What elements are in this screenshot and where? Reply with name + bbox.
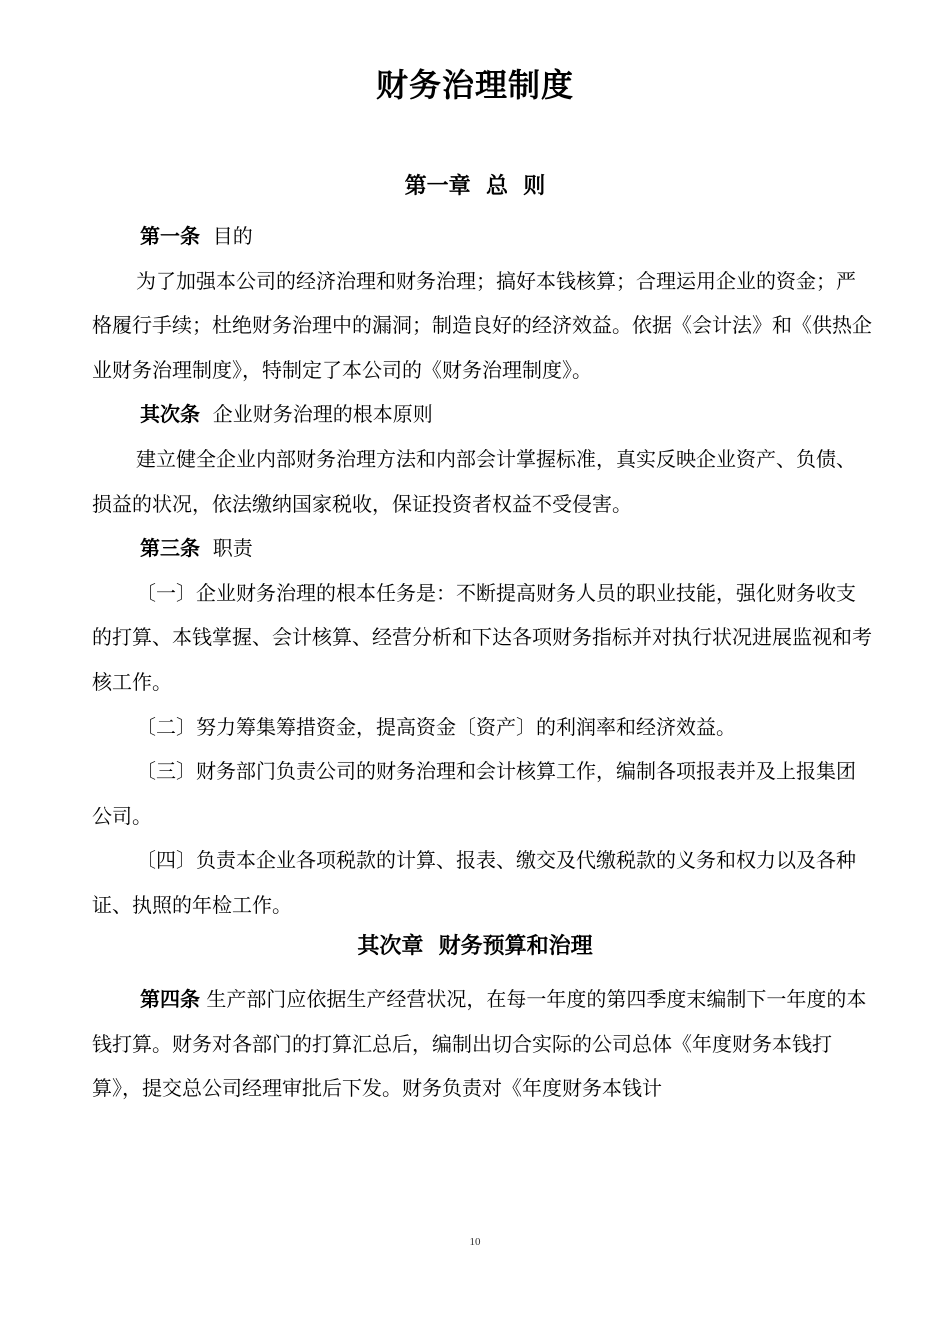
article-3-item: 〔三〕财务部门负责公司的财务治理和会计核算工作，编制各项报表并及上报集团公司。 xyxy=(92,759,856,828)
article-2-label: 其次条 xyxy=(140,402,200,427)
chapter-1-heading: 第一章 总 则 xyxy=(404,174,546,199)
article-1-heading xyxy=(92,214,872,259)
article-3-item: 〔一〕企业财务治理的根本任务是：不断提高财务人员的职业技能，强化财务收支的打算、本钱掌握、会计核算、经营分析和下达各项财务指标并对执行状况进展监视和考核工作。 xyxy=(92,580,872,694)
article-1-title: 目的 xyxy=(212,224,253,248)
chapter-1-body xyxy=(92,214,872,928)
article-3-title: 职责 xyxy=(212,536,253,561)
article-2-heading xyxy=(92,392,872,437)
article-3-item: 〔二〕努力筹集筹措资金，提高资金〔资产〕的利润率和经济效益。 xyxy=(136,714,736,739)
article-3-item: 〔四〕负责本企业各项税款的计算、报表、缴交及代缴税款的义务和权力以及各种证、执照的年检工作。 xyxy=(92,848,856,917)
article-1-label: 第一条 xyxy=(140,224,200,248)
article-3-heading xyxy=(92,526,872,571)
article-4-text: 生产部门应依据生产经营状况，在每一年度的第四季度末编制下一年度的本钱打算。财务对各部门的打算汇总后，编制出切合实际的公司总体《年度财务本钱打算》，提交总公司经理审批后下发。财务负责对《年度财务本钱计 xyxy=(92,987,867,1101)
article-3-label: 第三条 xyxy=(140,536,200,561)
chapter-2-body xyxy=(92,977,872,1111)
article-2-paragraph: 建立健全企业内部财务治理方法和内部会计掌握标准，真实反映企业资产、负债、损益的状况，依法缴纳国家税收，保证投资者权益不受侵害。 xyxy=(92,446,856,516)
chapter-2-heading: 其次章 财务预算和治理 xyxy=(357,934,593,959)
article-4-label: 第四条 xyxy=(140,987,200,1011)
document-title: 财务治理制度 xyxy=(375,66,574,104)
article-4-paragraph xyxy=(92,977,872,1111)
article-1-paragraph: 为了加强本公司的经济治理和财务治理；搞好本钱核算；合理运用企业的资金；严格履行手续；杜绝财务治理中的漏洞；制造良好的经济效益。依据《会计法》和《供热企业财务治理制度》，特制定了本公司的《财务治理制度》。 xyxy=(92,268,872,382)
article-2-title: 企业财务治理的根本原则 xyxy=(212,402,433,427)
page-number: 10 xyxy=(469,1236,481,1248)
